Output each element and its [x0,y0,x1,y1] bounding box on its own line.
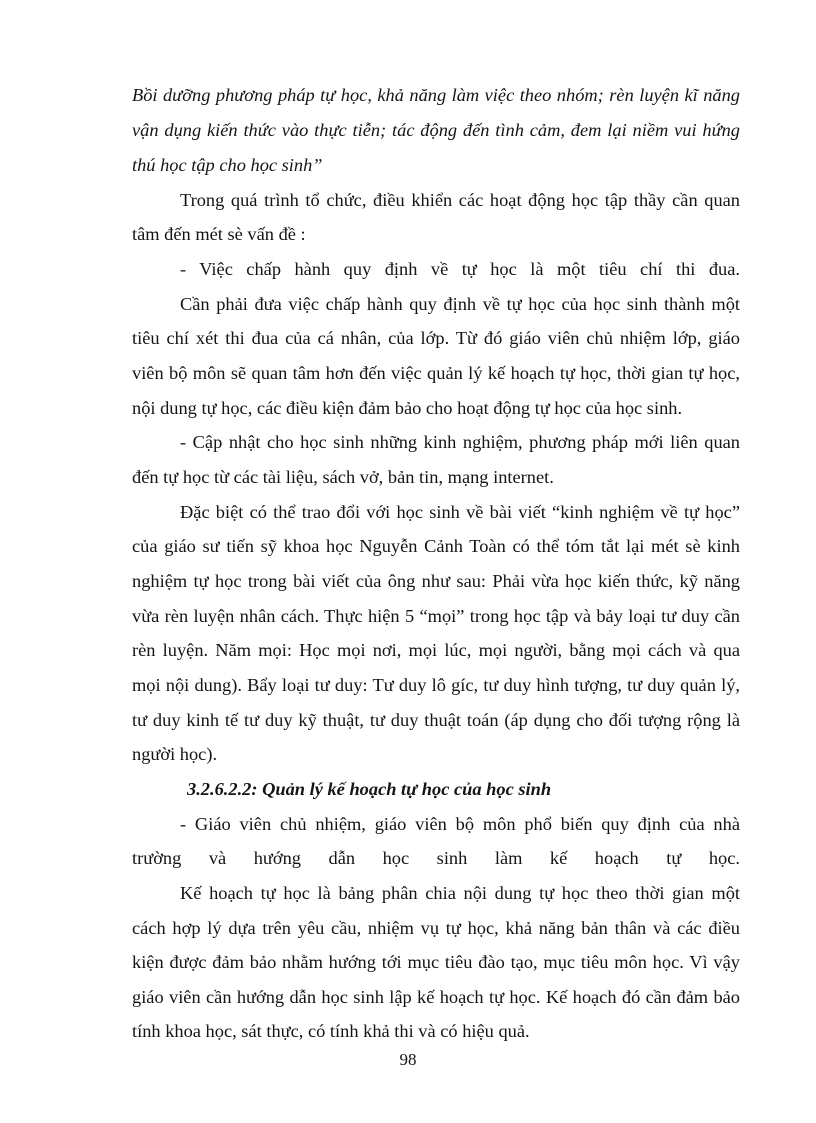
paragraph-line: người học). [132,744,218,764]
paragraph-line: nội dung tự học, các điều kiện đảm bảo cho hoạt động tự học của học sinh. [132,398,683,418]
paragraph-line: Đặc biệt có thể trao đổi với học sinh về bài viết “kinh nghiệm về tự học” [180,502,740,522]
bullet-line: đến tự học từ các tài liệu, sách vở, bản tin, mạng internet. [132,467,554,487]
paragraph-line: Cần phải đưa việc chấp hành quy định về tự học của học sinh thành một [180,294,740,314]
quote-line: vận dụng kiến thức vào thực tiễn; tác động đến tình cảm, đem lại niềm vui hứng [132,120,740,140]
bullet-line: - Cập nhật cho học sinh những kinh nghiệm, phương pháp mới liên quan [180,432,740,452]
paragraph-line: tính khoa học, sát thực, có tính khả thi và có hiệu quả. [132,1021,530,1041]
paragraph-line: giáo viên cần hướng dẫn học sinh lập kế hoạch tự học. Kế hoạch đó cần đảm bảo [132,987,740,1007]
paragraph-line: Kế hoạch tự học là bảng phân chia nội dung tự học theo thời gian một [180,883,740,903]
paragraph-line: nghiệm tự học trong bài viết của ông như sau: Phải vừa học kiến thức, kỹ năng [132,571,740,591]
bullet-line: trường và hướng dẫn học sinh làm kế hoạch tự học. [132,848,740,868]
paragraph-line: kiện được đảm bảo nhằm hướng tới mục tiêu đào tạo, mục tiêu môn học. Vì vậy [132,952,740,972]
paragraph-line: Trong quá trình tổ chức, điều khiển các hoạt động học tập thầy cần quan [180,190,740,210]
bullet-line: - Giáo viên chủ nhiệm, giáo viên bộ môn phổ biến quy định của nhà [180,814,740,834]
paragraph-line: cách hợp lý dựa trên yêu cầu, nhiệm vụ tự học, khả năng bản thân và các điều [132,918,740,938]
paragraph-line: của giáo sư tiến sỹ khoa học Nguyễn Cảnh Toàn có thể tóm tắt lại mét sè kinh [132,536,740,556]
bullet-line: - Việc chấp hành quy định về tự học là một tiêu chí thi đua. [180,259,740,279]
paragraph-line: tâm đến mét sè vấn đề : [132,224,306,244]
page-number: 98 [399,1050,417,1069]
paragraph-line: tư duy kinh tế tư duy kỹ thuật, tư duy thuật toán (áp dụng cho đối tượng rộng là [132,710,740,730]
paragraph-line: mọi nội dung). Bẩy loại tư duy: Tư duy lô gíc, tư duy hình tượng, tư duy quản lý, [132,675,740,695]
quote-line: Bồi dưỡng phương pháp tự học, khả năng làm việc theo nhóm; rèn luyện kĩ năng [132,85,740,105]
quote-line: thú học tập cho học sinh” [132,155,323,175]
paragraph-line: tiêu chí xét thi đua của cá nhân, của lớp. Từ đó giáo viên chủ nhiệm lớp, giáo [132,328,740,348]
paragraph-line: viên bộ môn sẽ quan tâm hơn đến việc quản lý kế hoạch tự học, thời gian tự học, [132,363,740,383]
paragraph-line: rèn luyện. Năm mọi: Học mọi nơi, mọi lúc, mọi người, bằng mọi cách và qua [132,640,740,660]
section-heading: 3.2.6.2.2: Quản lý kế hoạch tự học của học sinh [187,779,552,799]
paragraph-line: vừa rèn luyện nhân cách. Thực hiện 5 “mọi” trong học tập và bảy loại tư duy cần [132,606,740,626]
